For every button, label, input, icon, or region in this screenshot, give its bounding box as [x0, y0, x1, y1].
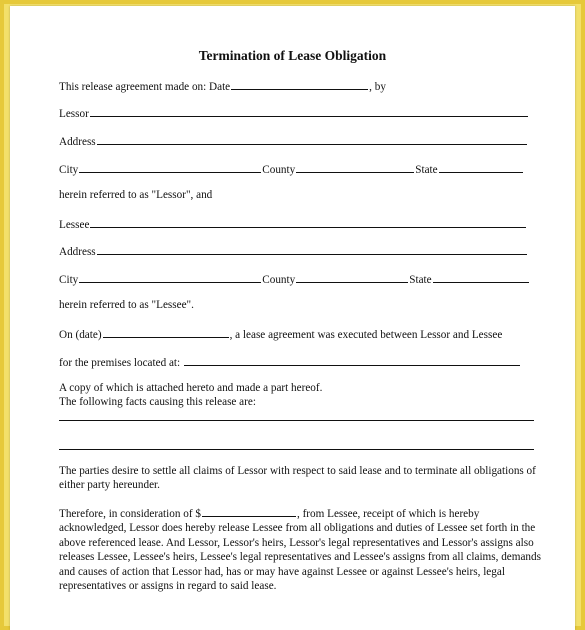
consideration-prefix: Therefore, in consideration of $ — [59, 508, 201, 520]
lessor-row — [59, 105, 543, 121]
lessee-county-field[interactable] — [296, 271, 408, 283]
lessor-address-label: Address — [59, 136, 96, 148]
lessee-address-label: Address — [59, 246, 96, 258]
lessor-label: Lessor — [59, 108, 89, 120]
lessor-city-label: City — [59, 164, 79, 176]
lease-date-field[interactable] — [103, 326, 229, 338]
lessor-reference: herein referred to as "Lessor", and — [59, 189, 213, 201]
lease-executed-text: , a lease agreement was executed between Lessor and Lessee — [229, 329, 503, 341]
lessor-city-field[interactable] — [79, 161, 261, 173]
premises-row — [59, 354, 543, 370]
lease-date-row — [59, 326, 543, 342]
lessee-city-label: City — [59, 274, 79, 286]
agreement-date-row — [59, 78, 543, 94]
lessee-state-field[interactable] — [433, 271, 529, 283]
attached-line-2: The following facts causing this release are: — [59, 396, 256, 408]
lessee-row — [59, 216, 543, 232]
settle-paragraph: The parties desire to settle all claims of Lessor with respect to said lease and to terminate all obligations of either party hereunder. — [59, 465, 536, 492]
lessor-address-field[interactable] — [97, 133, 527, 145]
agreement-date-label: This release agreement made on: Date — [59, 81, 231, 93]
consideration-rest: , from Lessee, receipt of which is hereby acknowledged, Lessor does hereby release Lessee from all obligations and duties of Lessee set forth in the above referenced lease. And Lessor, Lessor's heirs, Lessor's legal representatives and Lessor's assigns also releases Lessee, Lessee's heirs, Lessee's legal representatives and Lessee's assigns from all claims, demands and causes of action that Lessor had, has or may have against Lessee or against Lessee's heirs, legal representatives or assigns in regard to said lease. — [59, 508, 541, 593]
document-page — [10, 6, 575, 630]
lessor-city-row — [59, 161, 543, 177]
consideration-paragraph — [59, 506, 544, 593]
lessor-address-row — [59, 133, 543, 149]
lessor-county-label: County — [262, 164, 296, 176]
lessee-name-field[interactable] — [90, 216, 526, 228]
lessee-address-row — [59, 243, 543, 259]
agreement-date-field[interactable] — [231, 78, 368, 90]
lessor-state-label: State — [415, 164, 438, 176]
lessee-state-label: State — [409, 274, 432, 286]
lessee-city-row — [59, 271, 543, 287]
attached-line-1: A copy of which is attached hereto and made a part hereof. — [59, 382, 323, 394]
premises-field[interactable] — [184, 354, 520, 366]
lease-date-label: On (date) — [59, 329, 102, 341]
document-title: Termination of Lease Obligation — [198, 48, 387, 63]
lessee-city-field[interactable] — [79, 271, 261, 283]
by-label: , by — [369, 81, 386, 93]
lessee-reference: herein referred to as "Lessee". — [59, 299, 194, 311]
lessee-label: Lessee — [59, 219, 90, 231]
lessor-state-field[interactable] — [439, 161, 523, 173]
premises-label: for the premises located at: — [59, 357, 181, 369]
lessee-address-field[interactable] — [97, 243, 527, 255]
consideration-amount-field[interactable] — [202, 506, 296, 517]
lessor-name-field[interactable] — [90, 105, 528, 117]
lessor-county-field[interactable] — [296, 161, 414, 173]
lessee-county-label: County — [262, 274, 296, 286]
facts-line-2[interactable] — [59, 449, 534, 450]
facts-line-1[interactable] — [59, 420, 534, 421]
